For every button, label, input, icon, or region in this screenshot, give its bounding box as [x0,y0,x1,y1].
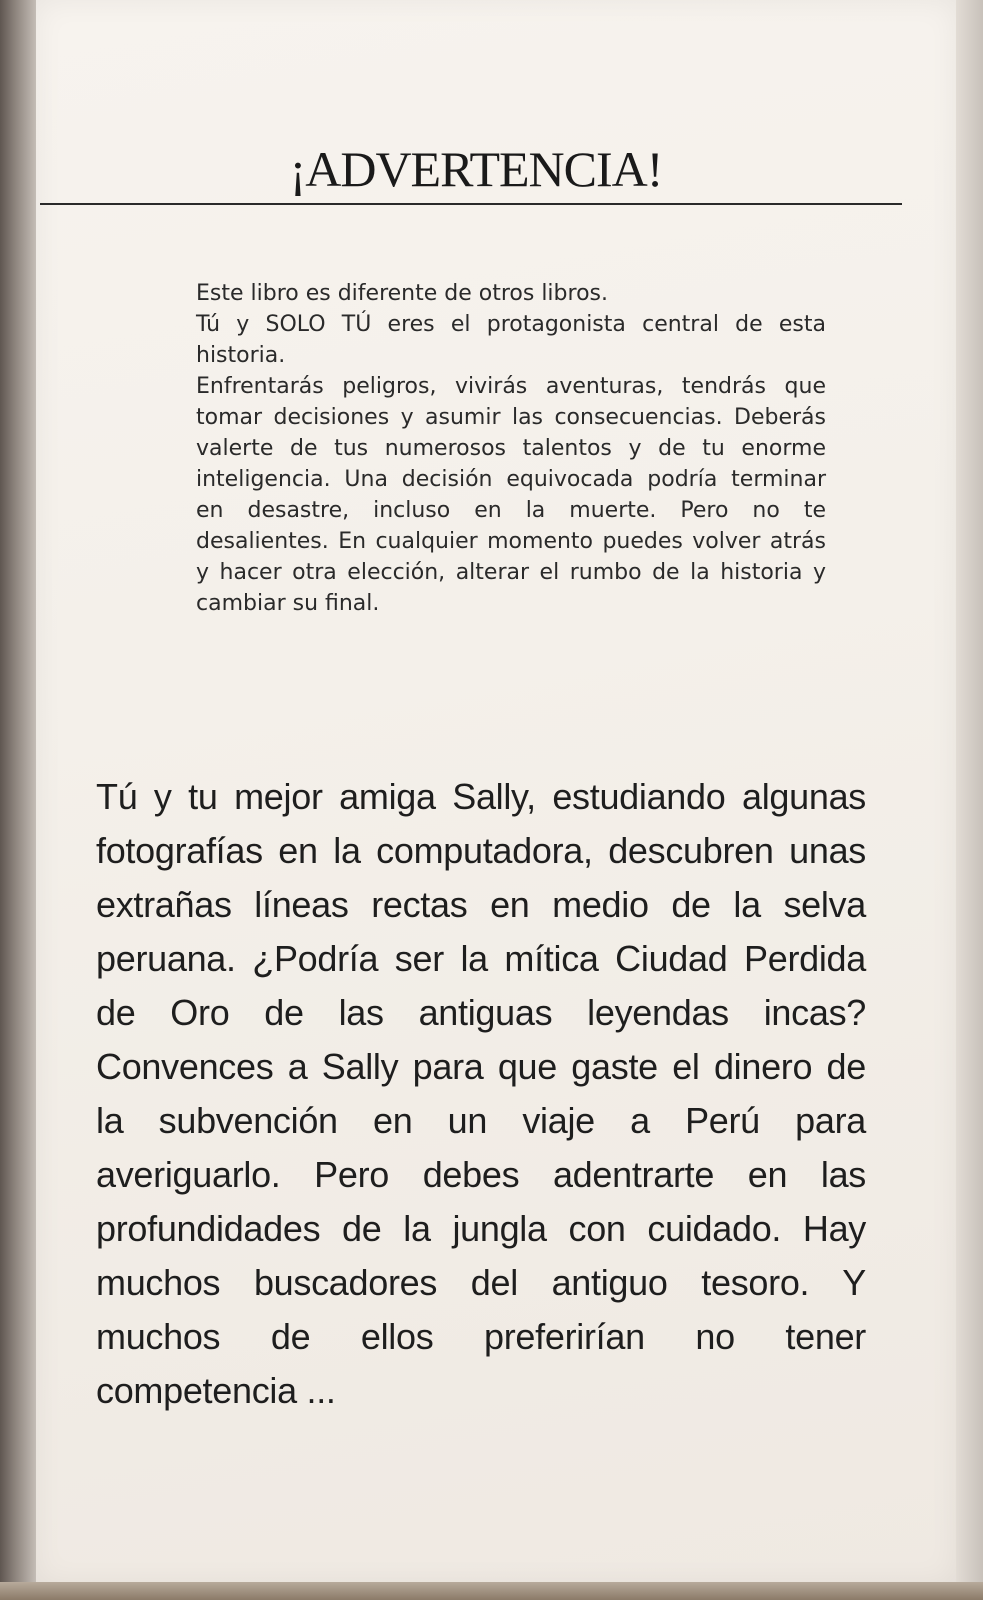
book-page [36,0,956,1584]
page-edge-right [956,0,983,1600]
intro-paragraph: Este libro es diferente de otros libros. [196,281,608,306]
intro-section [196,278,826,619]
book-binding-shadow [0,0,40,1600]
intro-paragraph: Tú y SOLO TÚ eres el protagonista central de esta historia. [196,312,826,368]
story-paragraph: Tú y tu mejor amiga Sally, estudiando algunas fotografías en la computadora, descubren unas extrañas líneas rectas en medio de la selva peruana. ¿Podría ser la mítica Ciudad Perdida de Oro de las antiguas leyendas incas? Convences a Sally para que gaste el dinero de la subvención en un viaje a Perú para averiguarlo. Pero debes adentrarte en las profundidades de la jungla con cuidado. Hay muchos buscadores del antiguo tesoro. Y muchos de ellos preferirían no tener competencia ... [96,776,866,1411]
story-section [96,770,866,1418]
table-surface [0,1582,983,1600]
intro-paragraph: Enfrentarás peligros, vivirás aventuras, tendrás que tomar decisiones y asumir las consecuencias. Deberás valerte de tus numerosos talentos y de tu enorme inteligencia. Una decisión equivocada podría terminar en desastre, incluso en la muerte. Pero no te desalientes. En cualquier momento puedes volver atrás y hacer otra elección, alterar el rumbo de la historia y cambiar su final. [196,374,826,616]
title-divider [40,203,902,205]
page-title: ¡ADVERTENCIA! [289,141,663,197]
